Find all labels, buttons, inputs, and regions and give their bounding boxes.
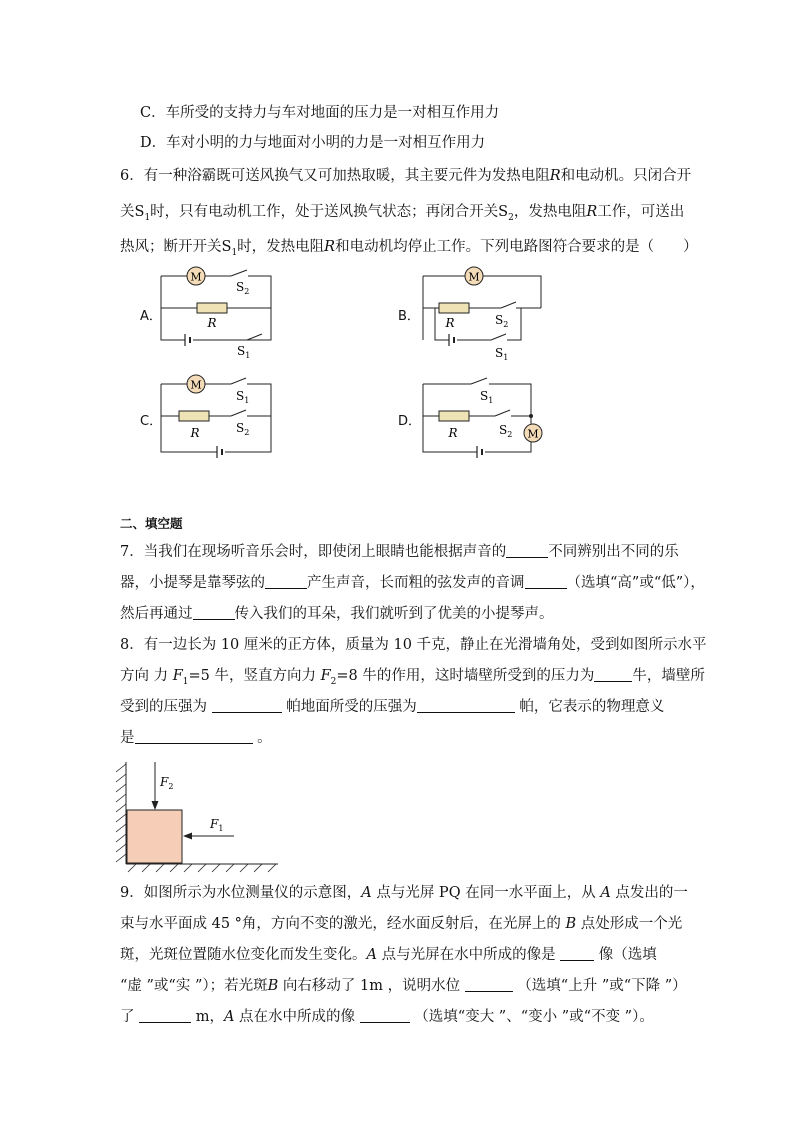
svg-text:S1: $S_1$ xyxy=(236,389,250,405)
blank-field[interactable] xyxy=(139,1008,191,1023)
svg-text:S2: $S_2$ xyxy=(495,313,509,329)
blank-field[interactable] xyxy=(465,977,513,992)
q6-line-2: 关$S_1$时，只有电动机工作，处于送风换气状态；再闭合开关$S_2$，发热电阻R工作，可送出 xyxy=(120,204,685,223)
svg-text:S1: $S_1$ xyxy=(480,389,494,405)
q6-option-d-label: D． xyxy=(398,414,422,429)
svg-text:M: M xyxy=(468,270,480,284)
q9-line-1: 9．如图所示为水位测量仪的示意图，A 点与光屏 PQ 在同一水平面上，从 A 点发出的一 xyxy=(120,885,688,901)
svg-text:R: R xyxy=(190,426,200,440)
q8-line-2: 方向 力 $F_1=5$ 牛，竖直方向力 $F_2=8$ 牛的作用，这时墙壁所受到的压力为 牛，墙壁所 xyxy=(120,668,705,687)
blank-field[interactable] xyxy=(560,946,594,961)
blank-field[interactable] xyxy=(525,574,567,589)
q6-line-3: 热风；断开开关$S_1$时，发热电阻R和电动机均停止工作。下列电路图符合要求的是（ ） xyxy=(120,239,698,258)
q6-option-c-label: C． xyxy=(140,414,163,429)
q8-line-1: 8．有一边长为 10 厘米的正方体，质量为 10 千克，静止在光滑墙角处，受到如图所示水平 xyxy=(120,637,707,653)
q5-option-c: C．车所受的支持力与车对地面的压力是一对相互作用力 xyxy=(140,105,500,121)
q7-line-3: 然后再通过 传入我们的耳朵，我们就听到了优美的小提琴声。 xyxy=(120,606,554,622)
circuit-diagram-a xyxy=(155,262,285,358)
q9-line-5: 了 m，A 点在水中所成的像 （选填“变大 ”、“变小 ”或“不变 ”）。 xyxy=(120,1009,654,1025)
section-heading: 二、填空题 xyxy=(120,516,183,531)
resistor-icon xyxy=(197,303,227,313)
svg-text:R: R xyxy=(207,316,217,330)
svg-text:S1: $S_1$ xyxy=(495,346,509,362)
q8-line-4: 是 。 xyxy=(120,730,272,746)
q6-option-a-label: A． xyxy=(140,309,162,324)
svg-text:S2: $S_2$ xyxy=(236,421,250,437)
svg-text:S2: $S_2$ xyxy=(499,423,513,439)
wall-corner-cube-figure xyxy=(110,758,285,873)
arrow-left-icon xyxy=(183,833,192,840)
blank-field[interactable] xyxy=(417,698,515,713)
resistor-icon xyxy=(179,411,209,421)
blank-field[interactable] xyxy=(193,605,235,620)
blank-field[interactable] xyxy=(594,667,632,682)
resistor-icon xyxy=(439,303,469,313)
svg-text:F2: $F_2$ xyxy=(160,775,174,791)
q7-line-2: 器，小提琴是靠琴弦的 产生声音，长而粗的弦发声的音调 （选填“高”或“低”）， xyxy=(120,575,705,591)
blank-field[interactable] xyxy=(360,1008,410,1023)
circuit-diagram-b xyxy=(415,262,555,362)
svg-text:M: M xyxy=(190,378,202,392)
q9-line-2: 束与水平面成 45 °角，方向不变的激光，经水面反射后，在光屏上的 B 点处形成一个光 xyxy=(120,916,683,932)
svg-text:M: M xyxy=(190,270,202,284)
q6-option-b-label: B． xyxy=(398,309,420,324)
q7-line-1: 7．当我们在现场听音乐会时，即使闭上眼睛也能根据声音的 不同辨别出不同的乐 xyxy=(120,544,679,560)
blank-field[interactable] xyxy=(135,729,253,744)
svg-text:R: R xyxy=(448,426,458,440)
q5-option-d: D．车对小明的力与地面对小明的力是一对相互作用力 xyxy=(140,135,486,151)
blank-field[interactable] xyxy=(212,698,282,713)
svg-text:R: R xyxy=(445,316,455,330)
resistor-icon xyxy=(439,411,469,421)
svg-text:M: M xyxy=(527,427,539,441)
svg-text:S1: $S_1$ xyxy=(237,344,251,358)
q6-line-1: 6．有一种浴霸既可送风换气又可加热取暖，其主要元件为发热电阻R和电动机。只闭合开 xyxy=(120,168,692,184)
circuit-diagram-d xyxy=(415,370,555,466)
svg-text:F1: $F_1$ xyxy=(210,817,224,833)
q8-line-3: 受到的压强为 帕地面所受的压强为 帕，它表示的物理意义 xyxy=(120,699,665,715)
blank-field[interactable] xyxy=(265,574,307,589)
cube-block xyxy=(127,810,182,863)
blank-field[interactable] xyxy=(506,543,548,558)
q9-line-3: 斑，光斑位置随水位变化而发生变化。A 点与光屏在水中所成的像是 像（选填 xyxy=(120,947,657,963)
circuit-diagram-c xyxy=(155,370,285,466)
arrow-down-icon xyxy=(152,801,159,810)
svg-text:S2: $S_2$ xyxy=(236,280,250,296)
q9-line-4: “虚 ”或“实 ”）；若光斑B 向右移动了 1m ，说明水位 （选填“上升 ”或“下降 ”） xyxy=(120,978,687,994)
